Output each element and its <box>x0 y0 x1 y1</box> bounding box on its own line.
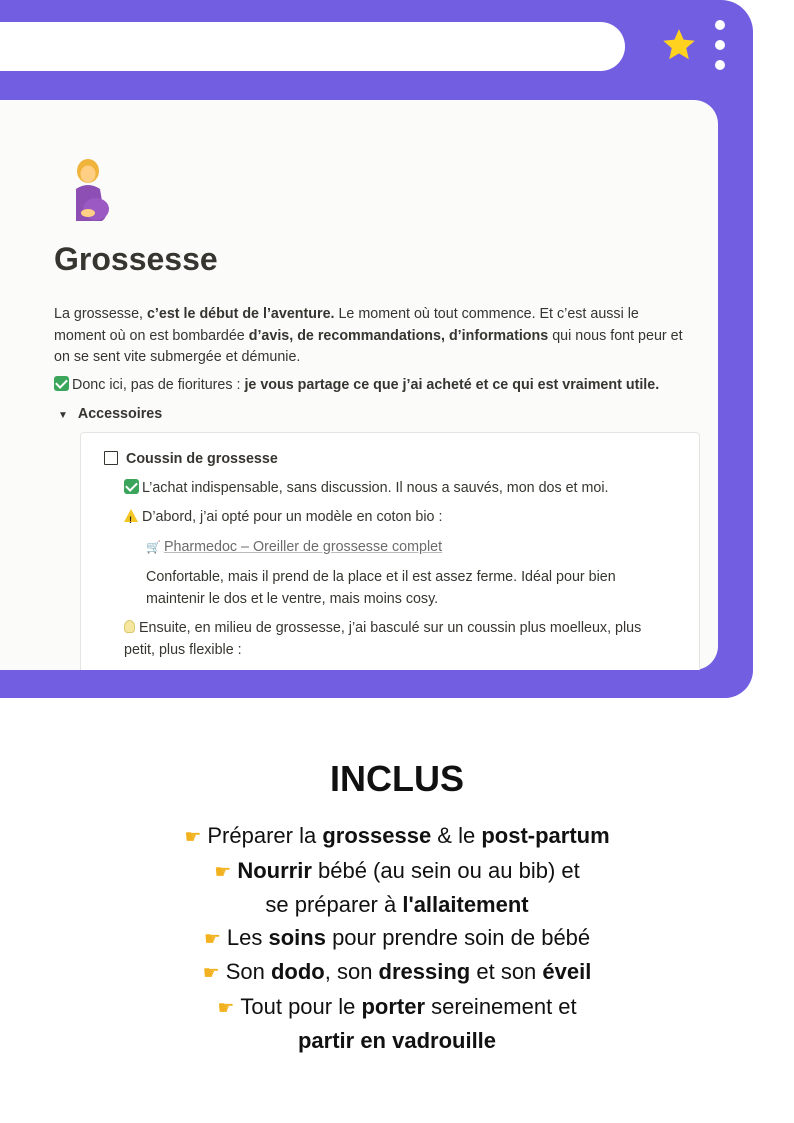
list-item: ☛ Préparer la grossesse & le post-partum <box>0 820 794 855</box>
item-warning-line: !D’abord, j’ai opté pour un modèle en coton bio : <box>124 507 442 529</box>
warning-icon <box>124 509 138 522</box>
address-bar[interactable] <box>0 22 625 71</box>
pregnant-woman-icon <box>62 155 116 227</box>
cart-icon: 🛒 <box>146 540 161 554</box>
pointing-hand-icon: ☛ <box>202 963 220 984</box>
product-link-row <box>146 537 442 559</box>
pointing-hand-icon: ☛ <box>217 997 235 1019</box>
kebab-menu-icon[interactable] <box>712 20 728 72</box>
toggle-triangle-icon[interactable]: ▼ <box>58 410 68 421</box>
frame-bottom <box>0 670 753 698</box>
todo-item[interactable]: Coussin de grossesse <box>104 449 278 471</box>
summary-line: Donc ici, pas de fioritures : je vous partage ce que j’ai acheté et ce qui est vraiment utile. <box>54 375 714 397</box>
pointing-hand-icon: ☛ <box>214 861 232 883</box>
inclus-heading: INCLUS <box>330 758 464 799</box>
intro-paragraph: La grossesse, c’est le début de l’aventure. Le moment où tout commence. Et c’est aussi le moment où on est bombardée d’avis, de recommandations, d’informations qui nous font peur et on se sent vite submergée et démunie. <box>54 306 683 365</box>
item-description: Confortable, mais il prend de la place et il est assez ferme. Idéal pour bien maintenir le dos et le ventre, mais moins cosy. <box>146 569 616 607</box>
list-item: ☛ Son dodo, son dressing et son éveil <box>0 956 794 991</box>
inclus-list <box>0 820 794 1058</box>
product-link[interactable]: Pharmedoc – Oreiller de grossesse complet <box>163 539 443 555</box>
list-item: ☛ Tout pour le porter sereinement et <box>0 991 794 1026</box>
toggle-accessoires[interactable]: ▼ Accessoires <box>58 406 163 422</box>
check-icon <box>124 479 139 494</box>
item-bulb-line: Ensuite, en milieu de grossesse, j’ai basculé sur un coussin plus moelleux, plus petit, plus flexible : <box>124 620 642 658</box>
checkbox[interactable] <box>104 451 118 465</box>
list-item-continuation: se préparer à l'allaitement <box>265 892 529 917</box>
star-icon[interactable] <box>660 26 698 64</box>
item-check-line: L’achat indispensable, sans discussion. Il nous a sauvés, mon dos et moi. <box>124 478 609 500</box>
list-item-continuation: partir en vadrouille <box>297 1028 497 1053</box>
pointing-hand-icon: ☛ <box>203 928 221 950</box>
check-icon <box>54 376 69 391</box>
page-title: Grossesse <box>54 241 218 277</box>
list-item: ☛ Nourrir bébé (au sein ou au bib) et <box>0 855 794 890</box>
list-item: ☛ Les soins pour prendre soin de bébé <box>0 922 794 957</box>
lightbulb-icon <box>124 620 135 633</box>
pointing-hand-icon: ☛ <box>184 827 202 848</box>
